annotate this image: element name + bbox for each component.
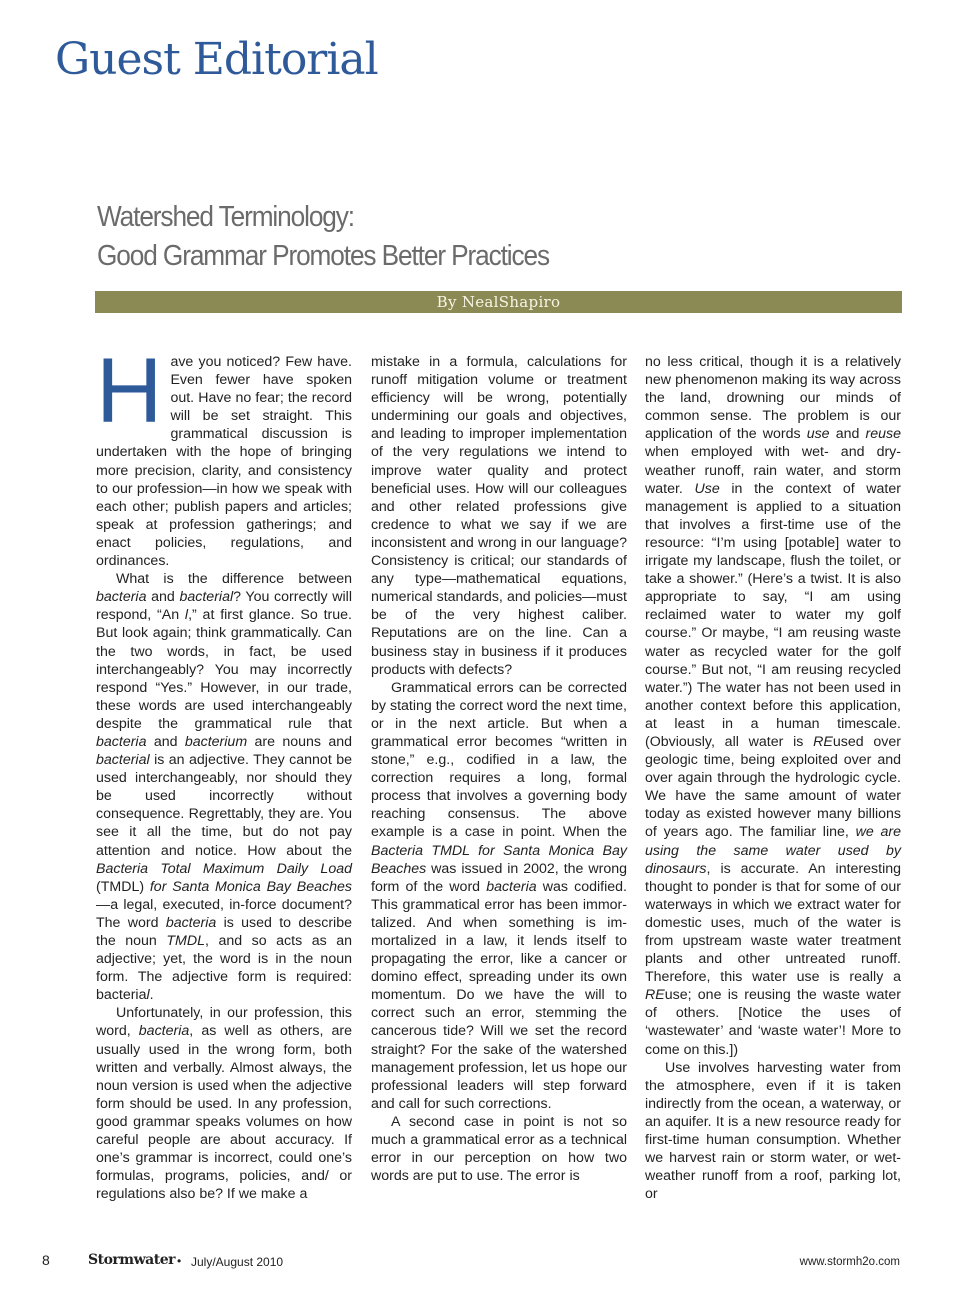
- issue-date: July/August 2010: [191, 1255, 284, 1269]
- headline-line-2: Good Grammar Promotes Better Practices: [97, 240, 550, 272]
- section-label: Guest Editorial: [55, 34, 378, 85]
- byline: By NealShapiro: [436, 293, 561, 311]
- drop-cap: H: [96, 340, 163, 442]
- article-column-2: [371, 353, 627, 1185]
- website-url: www.stormh2o.com: [799, 1256, 900, 1268]
- paragraph: Grammatical errors can be corrected by stating the correct word the next time, or in the next article. But when a grammatical error becomes “written in stone,” e.g., codified in a law, the correction requires a long, formal process that involves a governing body reaching consensus. The above example is a case in point. When the Bacteria TMDL for Santa Monica Bay Beaches was issued in 2002, the wrong form of the word bacteria was codified. This grammatical error has been immortalized. And when something is immortalized in a law, it lends itself to propagating the error, like a cancer or domino effect, spreading under its own momentum. Do we have the will to correct such an error, stemming the cancerous tide? Will we set the record straight? For the sake of the watershed management profession, let us hope our professional leaders will step forward and call for such corrections.: [371, 679, 627, 1112]
- page-number: 8: [42, 1252, 50, 1268]
- paragraph: Use involves harvesting water from the atmosphere, even if it is taken indirectly from the ocean, a waterway, or an aquifer. It is a new resource ready for first-time human consumption. Whether we harvest rain or storm water, or wet-weather runoff from a roof, parking lot, or: [645, 1059, 901, 1203]
- article-headline: [97, 198, 833, 276]
- paragraph: no less critical, though it is a relatively new phenomenon making its way across the land, drowning our minds of common sense. The problem is our application of the words use and reuse when employed with wet- and dry-weather runoff, rain water, and storm water. Use in the context of water management is applied to a situation that involves a first-time use of the resource: “I’m using [potable] water to irrigate my landscape, flush the toilet, or take a shower.” (Here’s a twist. It is also appropriate to say, “I am using reclaimed water to water my golf course.” Or maybe, “I am reusing waste water as recycled water for the golf course.” But not, “I am reusing recycled water.”) The water has not been used in another context before this application, at least in a human timescale. (Obviously, all water is REused over geologic time, being exploited over and over again through the hydrologic cycle. We have the same amount of water today as existed however many billions of years ago. The familiar line, we are using the same water used by dinosaurs, is accurate. An interesting thought to ponder is that for some of our waterways in which we extract water for domestic uses, much of the water is from upstream waste water treatment plants and other untreated runoff. Therefore, this water use is really a REuse; one is reusing the waste water of others. [Notice the uses of ‘wastewater’ and ‘waste water’! More to come on this.]): [645, 354, 901, 1058]
- paragraph: What is the difference between bacteria and bacterial? You correctly will respond, “An l,” at first glance. So true. But look again; think grammatically. Can the two words, in fact, be used interchangeably? You may incorrectly respond “Yes.” However, in our trade, these words are used interchangeably despite the grammatical rule that bacteria and bacterium are nouns and bacterial is an adjective. They cannot be used interchangeably, nor should they be used incorrectly without consequence. Regrettably, they are. You see it all the time, but do not pay attention and notice. How about the Bacteria Total Maximum Daily Load (TMDL) for Santa Monica Bay Beaches—a legal, executed, in-force document? The word bacteria is used to describe the noun TMDL, and so acts as an adjective; yet, the word is in the noun form. The adjective form is required: bacterial.: [96, 571, 353, 1004]
- footer-bullet: •: [177, 1254, 182, 1268]
- paragraph: mistake in a formula, calculations for runoff mitigation volume or treatment efficiency will be wrong, potentially undermining our goals and objectives, and leading to improper implementation of the very regulations we intend to improve water quality and protect beneficial uses. How will our colleagues and other related professions give credence to what we say if we are inconsistent and wrong in our language? Consistency is critical; our standards of any type—mathematical equations, numerical standards, and policies—must be of the very highest caliber. Reputations are on the line. Can a business stay in business if it produces products with defects?: [371, 354, 627, 678]
- article-column-3: [645, 353, 901, 1203]
- headline-line-1: Watershed Terminology:: [97, 201, 354, 233]
- paragraph: Unfortunately, in our profession, this word, bacteria, as well as others, are usually used in the wrong form, both written and verbally. Almost always, the noun version is used when the adjective form should be used. In any profession, good grammar speaks volumes on how careful people are about accuracy. If one’s grammar is incorrect, could one’s formulas, programs, policies, and/ or regulations also be? If we make a: [96, 1005, 352, 1203]
- byline-bar: [95, 291, 902, 313]
- paragraph: A second case in point is not so much a grammatical error as a technical error in our perception on how two words are put to use. The error is: [371, 1113, 627, 1185]
- article-column-1: [96, 340, 353, 1203]
- magazine-name: Stormwater: [88, 1252, 175, 1268]
- paragraph: Have you noticed? Few have. Even fewer have spoken out. Have no fear; the record will be set straight. This grammatical discussion is undertaken with the hope of bringing more precision, clarity, and consistency to our profession—in how we speak with each other; publish papers and articles; speak at profession gatherings; and enact policies, regulations, and ordinances.: [96, 340, 352, 570]
